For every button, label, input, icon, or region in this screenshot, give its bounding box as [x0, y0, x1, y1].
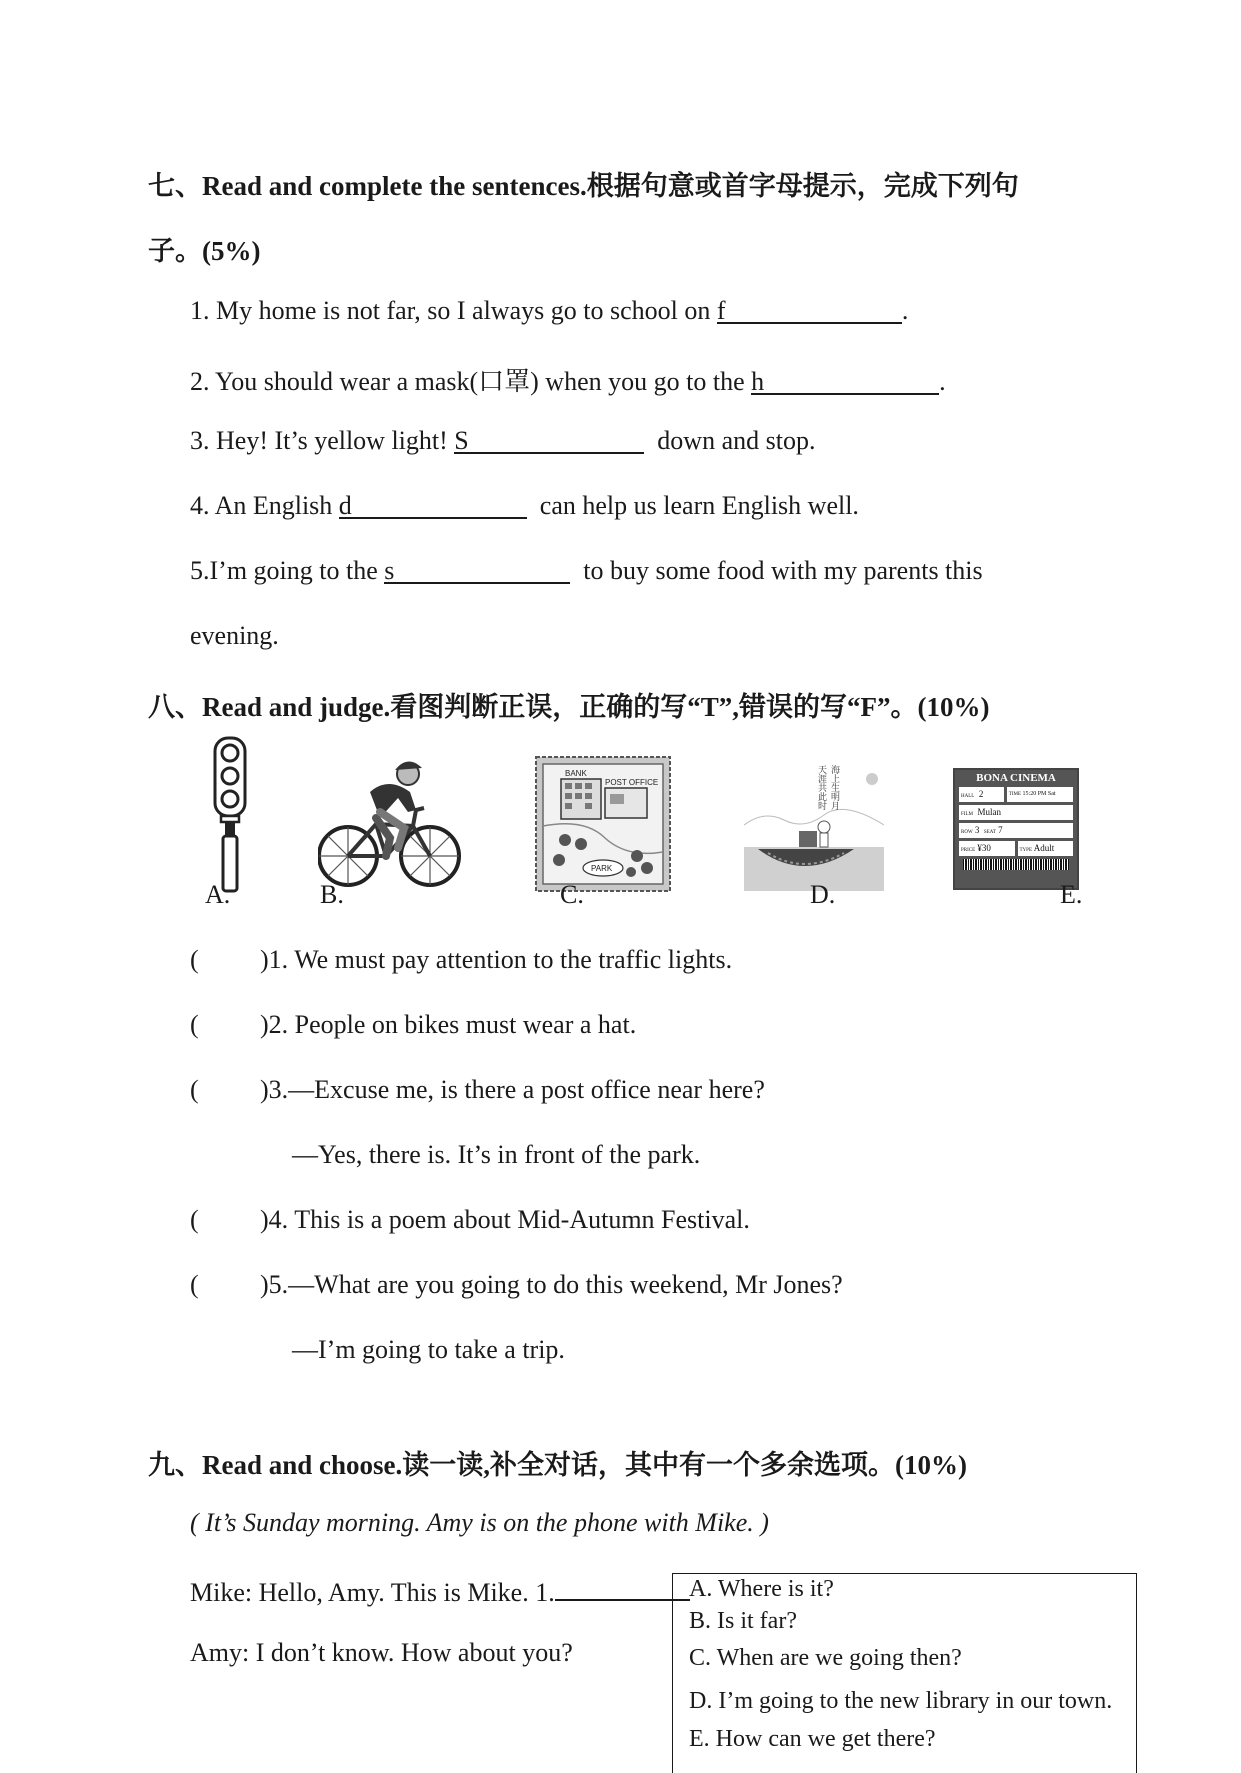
svg-text:PARK: PARK: [591, 864, 613, 873]
picture-label-a: A.: [205, 880, 231, 909]
option-a: A. Where is it?: [689, 1576, 834, 1602]
svg-text:海上生明月: 海上生明月: [829, 765, 839, 810]
answer-blank-1[interactable]: f: [717, 296, 902, 324]
svg-text:天涯共此时: 天涯共此时: [816, 765, 826, 810]
picture-label-e: E.: [1060, 880, 1083, 909]
cinema-ticket-picture: BONA CINEMA HALL 2 TIME 15:20 PM Sat FILM Mulan ROW 3 SEAT 7 PRICE ¥30 TYPE Adult: [953, 768, 1079, 890]
sentence-item-1: 1. My home is not far, so I always go to school on f .: [190, 296, 909, 325]
answer-paren-2[interactable]: (: [190, 1010, 199, 1039]
svg-text:POST OFFICE: POST OFFICE: [605, 778, 659, 787]
town-map-picture: [535, 756, 671, 892]
barcode-icon: [963, 859, 1069, 870]
picture-label-b: B.: [320, 880, 344, 909]
dialogue-scene: ( It’s Sunday morning. Amy is on the phone with Mike. ): [190, 1508, 769, 1537]
option-b: B. Is it far?: [689, 1608, 797, 1634]
answer-paren-5[interactable]: (: [190, 1270, 199, 1299]
sentence-item-3: 3. Hey! It’s yellow light! S down and stop.: [190, 426, 816, 455]
answer-paren-1[interactable]: (: [190, 945, 199, 974]
options-box: [672, 1573, 1137, 1773]
option-d: D. I’m going to the new library in our town.: [689, 1688, 1113, 1714]
judge-item-2: ( )2. People on bikes must wear a hat.: [190, 1010, 637, 1039]
sentence-item-5-continued: evening.: [190, 621, 279, 650]
sentence-item-4: 4. An English d can help us learn English well.: [190, 491, 859, 520]
answer-blank-2[interactable]: h: [751, 367, 939, 395]
ticket-title: BONA CINEMA: [976, 772, 1056, 784]
judge-item-3-answer: —Yes, there is. It’s in front of the park.: [292, 1140, 701, 1169]
judge-item-3: ( )3.—Excuse me, is there a post office near here?: [190, 1075, 765, 1104]
section9-heading: 九、Read and choose.读一读,补全对话，其中有一个多余选项。(10%): [148, 1450, 968, 1480]
cyclist-picture: [318, 752, 464, 892]
answer-blank-5[interactable]: s: [384, 556, 570, 584]
svg-text:BANK: BANK: [565, 769, 587, 778]
section8-heading: 八、Read and judge.看图判断正误，正确的写“T”,错误的写“F”。(10%): [148, 692, 990, 722]
section7-heading-line1: 七、Read and complete the sentences.根据句意或首字母提示，完成下列句: [148, 171, 1019, 201]
mid-autumn-poem-picture: [744, 755, 884, 891]
answer-paren-3[interactable]: (: [190, 1075, 199, 1104]
judge-item-5-answer: —I’m going to take a trip.: [292, 1335, 565, 1364]
answer-blank-4[interactable]: d: [339, 491, 527, 519]
answer-blank-3[interactable]: S: [454, 426, 644, 454]
dialogue-line-1: Mike: Hello, Amy. This is Mike. 1.: [190, 1573, 690, 1608]
traffic-light-picture: [210, 735, 250, 893]
answer-paren-4[interactable]: (: [190, 1205, 199, 1234]
sentence-item-5: 5.I’m going to the s to buy some food with my parents this: [190, 556, 983, 585]
picture-label-d: D.: [810, 880, 836, 909]
judge-item-1: ( )1. We must pay attention to the traffic lights.: [190, 945, 733, 974]
sentence-item-2: 2. You should wear a mask(口罩) when you go to the h .: [190, 367, 946, 396]
judge-item-4: ( )4. This is a poem about Mid-Autumn Festival.: [190, 1205, 750, 1234]
dialogue-line-2: Amy: I don’t know. How about you?: [190, 1638, 573, 1667]
option-c: C. When are we going then?: [689, 1645, 962, 1671]
section7-heading-line2: 子。(5%): [148, 236, 261, 266]
dialogue-blank-1[interactable]: [555, 1573, 690, 1601]
option-e: E. How can we get there?: [689, 1726, 936, 1752]
judge-item-5: ( )5.—What are you going to do this weekend, Mr Jones?: [190, 1270, 843, 1299]
picture-label-c: C.: [560, 880, 584, 909]
